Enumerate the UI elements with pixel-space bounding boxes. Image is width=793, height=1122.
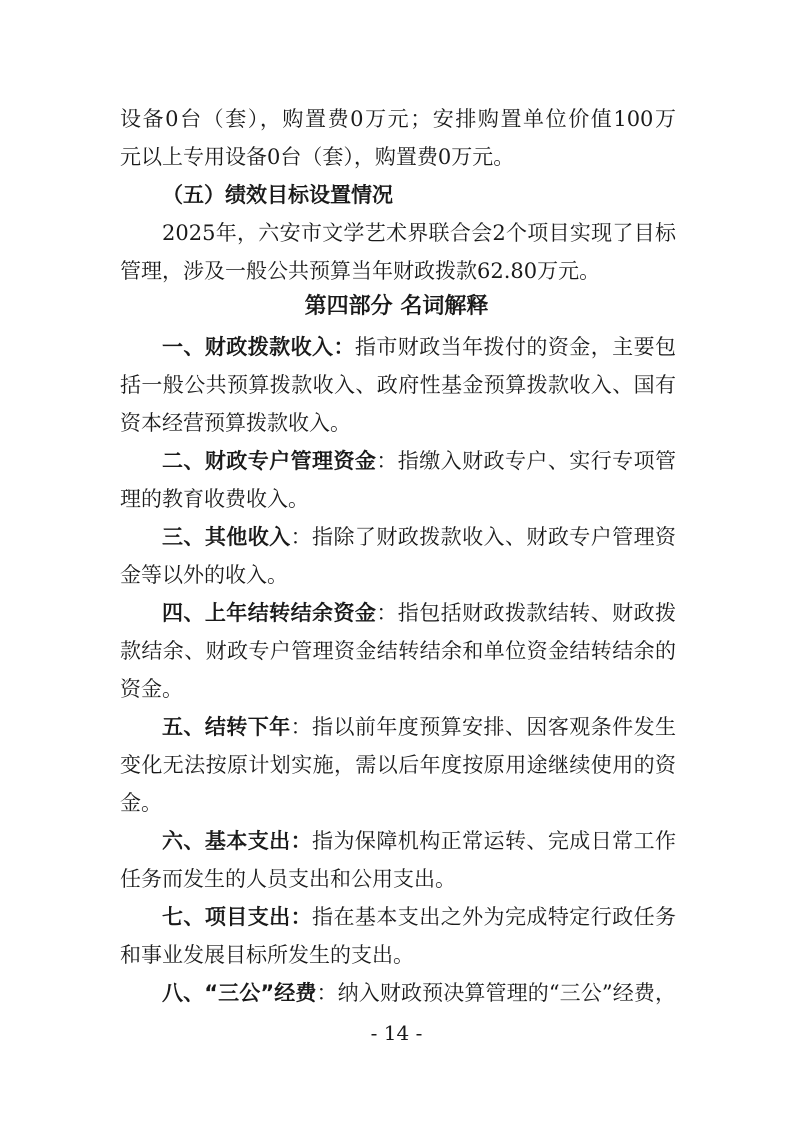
paragraph-line: 资本经营预算拨款收入。 <box>120 411 351 435</box>
term-title: 六、基本支出： <box>162 829 313 853</box>
term-entry-line <box>162 447 676 475</box>
part-heading: 第四部分 名词解释 <box>304 294 489 319</box>
term-title: 四、上年结转结余资金 <box>162 601 377 625</box>
term-title: 一、财政拨款收入： <box>162 335 355 359</box>
term-entry-line <box>162 523 676 551</box>
paragraph-line: 款结余、财政专户管理资金结转结余和单位资金结转结余的 <box>120 639 676 663</box>
term-title: 八、“三公”经费 <box>162 981 317 1005</box>
term-title: 五、结转下年 <box>162 715 291 739</box>
term-text: ：指以前年度预算安排、因客观条件发生 <box>290 715 676 739</box>
paragraph-line: 理的教育收费收入。 <box>120 487 309 511</box>
paragraph-line: 元以上专用设备0台（套），购置费0万元。 <box>120 145 515 169</box>
term-title: 七、项目支出： <box>162 905 313 929</box>
paragraph-line: 管理，涉及一般公共预算当年财政拨款62.80万元。 <box>120 259 601 283</box>
term-text: ：指包括财政拨款结转、财政拨 <box>376 601 677 625</box>
paragraph-line: 变化无法按原计划实施，需以后年度按原用途继续使用的资 <box>120 753 676 777</box>
term-text: 指在基本支出之外为完成特定行政任务 <box>312 905 677 929</box>
term-entry-line <box>162 827 676 855</box>
term-title: 二、财政专户管理资金 <box>162 449 377 473</box>
paragraph-line: 和事业发展目标所发生的支出。 <box>120 943 414 967</box>
paragraph-line: 2025年，六安市文学艺术界联合会2个项目实现了目标 <box>162 221 676 245</box>
term-text: ：指缴入财政专户、实行专项管 <box>376 449 677 473</box>
term-entry-line <box>162 903 676 931</box>
term-title: 三、其他收入 <box>162 525 291 549</box>
term-text: ：指除了财政拨款收入、财政专户管理资 <box>290 525 676 549</box>
term-text: 指市财政当年拨付的资金，主要包 <box>354 335 677 359</box>
term-entry-line <box>162 333 676 361</box>
term-text: ：纳入财政预决算管理的“三公”经费， <box>316 981 676 1005</box>
paragraph-line: 金等以外的收入。 <box>120 563 288 587</box>
term-text: 指为保障机构正常运转、完成日常工作 <box>312 829 677 853</box>
term-entry-line <box>162 713 676 741</box>
section-subheading: （五）绩效目标设置情况 <box>162 183 393 207</box>
page-number: - 14 - <box>370 1021 423 1045</box>
paragraph-line: 金。 <box>120 791 162 815</box>
paragraph-line: 设备0台（套），购置费0万元；安排购置单位价值100万 <box>120 107 676 131</box>
term-entry-line <box>162 599 676 627</box>
paragraph-line: 资金。 <box>120 677 183 701</box>
term-entry-line <box>162 979 676 1007</box>
paragraph-line: 任务而发生的人员支出和公用支出。 <box>120 867 456 891</box>
paragraph-line: 括一般公共预算拨款收入、政府性基金预算拨款收入、国有 <box>120 373 676 397</box>
